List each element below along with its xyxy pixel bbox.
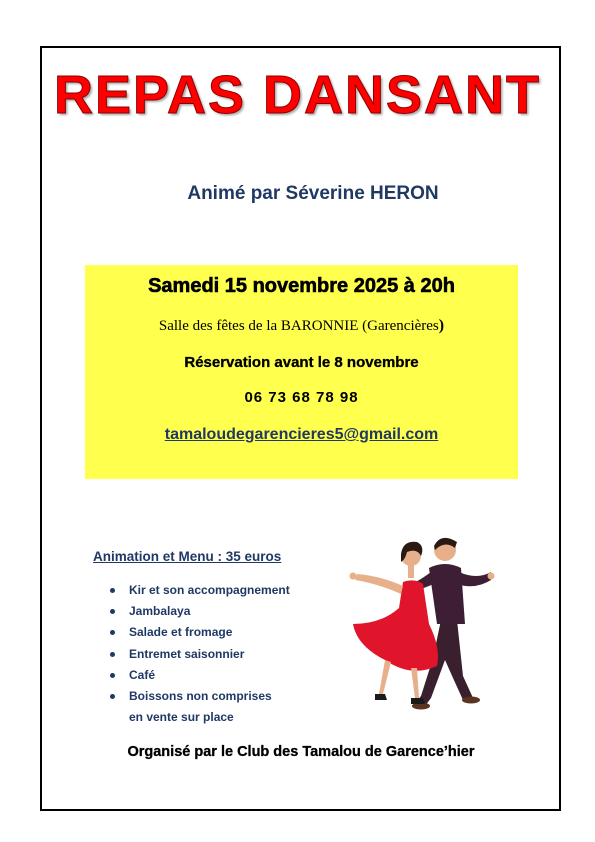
menu-item: Kir et son accompagnement <box>110 582 290 603</box>
venue-text: Salle des fêtes de la BARONNIE (Garencières <box>158 318 439 334</box>
email-link[interactable]: tamaloudegarencieres5@gmail.com <box>164 426 439 443</box>
menu-heading: Animation et Menu : 35 euros <box>93 549 282 564</box>
host-subtitle: Animé par Séverine HERON <box>187 183 439 204</box>
menu-list <box>110 582 290 709</box>
phone-number: 06 73 68 78 98 <box>244 389 359 406</box>
event-date: Samedi 15 novembre 2025 à 20h <box>148 275 455 297</box>
reservation-deadline: Réservation avant le 8 novembre <box>184 354 419 371</box>
venue-paren: ) <box>438 317 445 334</box>
event-venue <box>85 317 518 335</box>
menu-item: Jambalaya <box>110 603 290 624</box>
menu-item-note: en vente sur place <box>129 710 234 724</box>
menu-item: Entremet saisonnier <box>110 646 290 667</box>
organizer-footer: Organisé par le Club des Tamalou de Garence’hier <box>127 744 475 760</box>
menu-item: Salade et fromage <box>110 624 290 645</box>
menu-item: Boissons non comprises <box>110 688 290 709</box>
event-info-box <box>85 265 518 479</box>
menu-item: Café <box>110 667 290 688</box>
dancing-couple-icon <box>345 528 495 716</box>
poster-title: REPAS DANSANT <box>53 65 542 125</box>
